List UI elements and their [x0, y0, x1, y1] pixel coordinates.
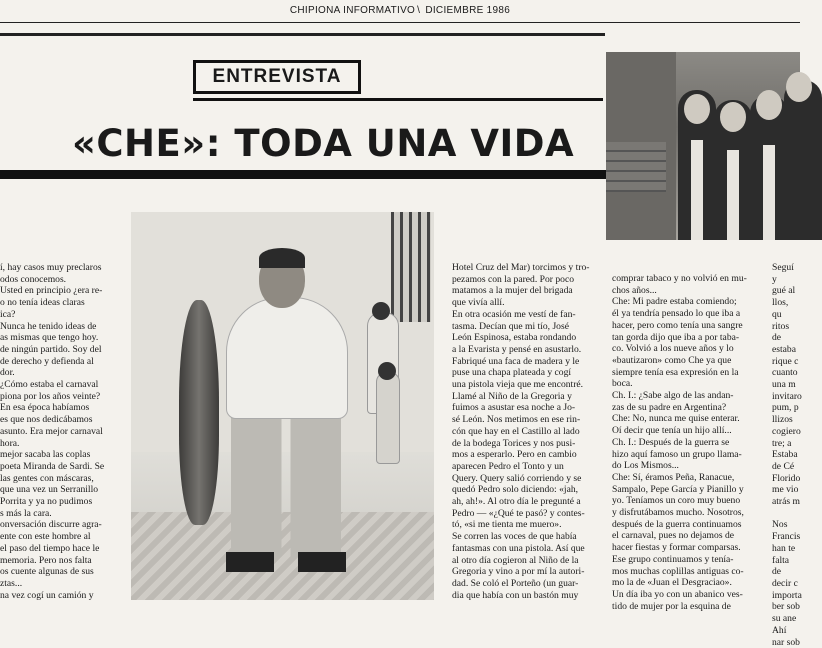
- text-line: de la bodega Torices y nos pusi-: [452, 438, 602, 450]
- photo-man-1-head: [684, 94, 710, 124]
- text-line: Oí decir que tenía un hijo allí...: [612, 425, 762, 437]
- text-line: mos muchas coplillas antiguas co-: [612, 566, 762, 578]
- text-line: poeta Miranda de Sardi. Se: [0, 461, 116, 473]
- text-line: decir c: [772, 578, 800, 590]
- text-line: Gregoria y vino a por mí la autori-: [452, 566, 602, 578]
- text-line: Seguí y: [772, 262, 800, 285]
- text-line: de ningún partido. Soy del: [0, 344, 116, 356]
- text-line: os cuente algunas de sus: [0, 566, 116, 578]
- text-line: ritos de: [772, 321, 800, 344]
- photo-child-2-head: [378, 362, 396, 380]
- text-line: Nunca he tenido ideas de: [0, 321, 116, 333]
- text-line: tido de mujer por la esquina de: [612, 601, 762, 613]
- text-line: Ch. I.: Después de la guerra se: [612, 437, 762, 449]
- text-line: hora.: [0, 438, 116, 450]
- text-line: una pistola vieja que me encontré.: [452, 379, 602, 391]
- photo-man-shirt: [226, 297, 348, 419]
- text-line: puse una chapa plateada y cogí: [452, 367, 602, 379]
- text-line: han te: [772, 543, 800, 555]
- photo-man-shoes: [226, 552, 346, 572]
- text-line: Llamé al Niño de la Gregoria y: [452, 391, 602, 403]
- text-line: de Cé: [772, 461, 800, 473]
- text-line: ztas...: [0, 578, 116, 590]
- text-line: dad. Se coló el Porteño (un guar-: [452, 578, 602, 590]
- text-line: co. Volvió a los nueve años y lo: [612, 343, 762, 355]
- text-column-right: [612, 273, 762, 600]
- photo-man-3-shirt: [763, 145, 775, 240]
- text-line: una m: [772, 379, 800, 391]
- text-line: na vez cogí un camión y: [0, 590, 116, 602]
- text-line: Francis: [772, 531, 800, 543]
- text-line: o no tenía ideas claras: [0, 297, 116, 309]
- text-line: do Los Mismos...: [612, 460, 762, 472]
- text-line: Pedro — «¿Qué te pasó? y contes-: [452, 508, 602, 520]
- text-line: tre; a: [772, 438, 800, 450]
- text-line: pezamos con la pared. Por poco: [452, 274, 602, 286]
- text-line: ente con este hombre al: [0, 531, 116, 543]
- text-line: siempre tenía esa expresión en la: [612, 367, 762, 379]
- text-line: Query. Query salió corriendo y se: [452, 473, 602, 485]
- text-line: Che: No, nunca me quise enterar.: [612, 413, 762, 425]
- text-column-left: [0, 262, 116, 600]
- text-line: comprar tabaco y no volvió en mu-: [612, 273, 762, 285]
- masthead: [0, 0, 800, 23]
- masthead-separator: \: [417, 5, 420, 16]
- text-line: asunto. Era mejor carnaval: [0, 426, 116, 438]
- text-line: importa: [772, 590, 800, 602]
- text-line: al otro día cogieron al Niño de la: [452, 555, 602, 567]
- text-line: sé León. Nos metimos en ese rin-: [452, 414, 602, 426]
- text-line: aparecen Pedro el Tonto y un: [452, 461, 602, 473]
- text-line: Porrita y ya no pudimos: [0, 496, 116, 508]
- text-line: después de la guerra continuamos: [612, 519, 762, 531]
- text-line: memoria. Pero nos falta: [0, 555, 116, 567]
- photo-man-legs: [231, 407, 341, 557]
- text-line: León Espinosa, estaba rondando: [452, 332, 602, 344]
- text-line: mo la de «Juan el Desgraciao».: [612, 577, 762, 589]
- text-line: mos a esperarlo. Pero en cambio: [452, 449, 602, 461]
- text-line: es que nos dedicábamos: [0, 414, 116, 426]
- text-line: el carnaval, pues no dejamos de: [612, 530, 762, 542]
- headline: «CHE»: TODA UNA VIDA: [72, 122, 612, 166]
- text-line: s más la cara.: [0, 508, 116, 520]
- text-line: En esa época habíamos: [0, 402, 116, 414]
- text-line: de derecho y defienda al: [0, 356, 116, 368]
- group-photo: [606, 52, 800, 240]
- text-line: ica?: [0, 309, 116, 321]
- text-line: me vio: [772, 484, 800, 496]
- text-line: cuanto: [772, 367, 800, 379]
- text-line: atrás m: [772, 496, 800, 508]
- text-line: estaba: [772, 344, 800, 356]
- text-line: Che: Mi padre estaba comiendo;: [612, 296, 762, 308]
- text-line: [772, 508, 800, 520]
- text-line: hizo aquí famoso un grupo llama-: [612, 449, 762, 461]
- text-line: piona por los años veinte?: [0, 391, 116, 403]
- text-line: falta de: [772, 555, 800, 578]
- text-line: Che: Sí, éramos Peña, Ranacue,: [612, 472, 762, 484]
- photo-man-1-shirt: [691, 140, 703, 240]
- text-line: que una vez un Serranillo: [0, 484, 116, 496]
- photo-brick-wall: [606, 142, 666, 192]
- text-line: pum, p: [772, 402, 800, 414]
- text-line: Hotel Cruz del Mar) torcimos y tro-: [452, 262, 602, 274]
- text-line: Ahí: [772, 625, 800, 637]
- main-photo: [131, 212, 434, 600]
- photo-child-2: [376, 372, 400, 464]
- photo-fish: [179, 300, 219, 525]
- text-line: yo. Teníamos un coro muy bueno: [612, 495, 762, 507]
- text-line: fuimos a asustar esa noche a Jo-: [452, 402, 602, 414]
- photo-man-hair: [259, 248, 305, 268]
- text-line: Usted en principio ¿era re-: [0, 285, 116, 297]
- photo-man-2-shirt: [727, 150, 739, 240]
- text-line: cón que hay en el Castillo al lado: [452, 426, 602, 438]
- text-line: chos años...: [612, 285, 762, 297]
- text-line: gué al: [772, 285, 800, 297]
- text-line: dia que había con un bastón muy: [452, 590, 602, 602]
- issue-date: DICIEMBRE 1986: [425, 5, 510, 16]
- text-line: su ane: [772, 613, 800, 625]
- top-rule: [0, 33, 605, 36]
- photo-child-1-head: [372, 302, 390, 320]
- text-line: Estaba: [772, 449, 800, 461]
- text-line: as mismas que tengo hoy.: [0, 332, 116, 344]
- text-line: llos, qu: [772, 297, 800, 320]
- text-line: llizos: [772, 414, 800, 426]
- text-line: ¿Cómo estaba el carnaval: [0, 379, 116, 391]
- text-line: las gentes con máscaras,: [0, 473, 116, 485]
- text-line: ber sob: [772, 601, 800, 613]
- text-line: y disfrutábamos mucho. Nosotros,: [612, 507, 762, 519]
- text-line: rique c: [772, 356, 800, 368]
- text-line: «bautizaron» como Che ya que: [612, 355, 762, 367]
- text-line: boca.: [612, 378, 762, 390]
- text-line: tasma. Decían que mi tío, José: [452, 321, 602, 333]
- text-column-edge: [772, 262, 800, 600]
- text-line: dor.: [0, 367, 116, 379]
- text-line: invitaro: [772, 391, 800, 403]
- text-line: que vivía allí.: [452, 297, 602, 309]
- photo-man-4-head: [786, 72, 812, 102]
- text-line: él ya tendría pensado lo que iba a: [612, 308, 762, 320]
- text-line: a la Evarista y pensé en asustarlo.: [452, 344, 602, 356]
- text-line: Ch. I.: ¿Sabe algo de las andan-: [612, 390, 762, 402]
- section-label-underline: [193, 98, 603, 101]
- text-line: matamos a la mujer del brigada: [452, 285, 602, 297]
- text-line: odos conocemos.: [0, 274, 116, 286]
- text-line: Un día iba yo con un abanico ves-: [612, 589, 762, 601]
- photo-window-grille: [391, 212, 431, 322]
- text-line: Se corren las voces de que había: [452, 531, 602, 543]
- text-column-middle: [452, 262, 602, 600]
- photo-man-3-head: [756, 90, 782, 120]
- text-line: tan gorda dijo que iba a por taba-: [612, 332, 762, 344]
- text-line: Sampalo, Pepe García y Pianillo y: [612, 484, 762, 496]
- text-line: En otra ocasión me vestí de fan-: [452, 309, 602, 321]
- text-line: Fabriqué una faca de madera y le: [452, 356, 602, 368]
- text-line: el paso del tiempo hace le: [0, 543, 116, 555]
- text-line: zas de su padre en Argentina?: [612, 402, 762, 414]
- text-line: Ese grupo continuamos y tenía-: [612, 554, 762, 566]
- text-line: hacer, pero como tenía una sangre: [612, 320, 762, 332]
- text-line: í, hay casos muy preclaros: [0, 262, 116, 274]
- text-line: nar sob: [772, 637, 800, 648]
- text-line: tó, «si me tienta me muero».: [452, 519, 602, 531]
- text-line: cogiero: [772, 426, 800, 438]
- text-line: ah, ah!». Al otro día le pregunté a: [452, 496, 602, 508]
- section-label: ENTREVISTA: [193, 60, 361, 94]
- text-line: onversación discurre agra-: [0, 519, 116, 531]
- text-line: hacer fiestas y formar comparsas.: [612, 542, 762, 554]
- photo-man-2-head: [720, 102, 746, 132]
- text-line: mejor sacaba las coplas: [0, 449, 116, 461]
- text-line: Nos: [772, 519, 800, 531]
- photo-man-4: [784, 80, 822, 240]
- publication-name: CHIPIONA INFORMATIVO: [290, 5, 415, 16]
- text-line: fantasmas con una pistola. Así que: [452, 543, 602, 555]
- text-line: quedó Pedro solo diciendo: «jah,: [452, 484, 602, 496]
- text-line: Florido: [772, 473, 800, 485]
